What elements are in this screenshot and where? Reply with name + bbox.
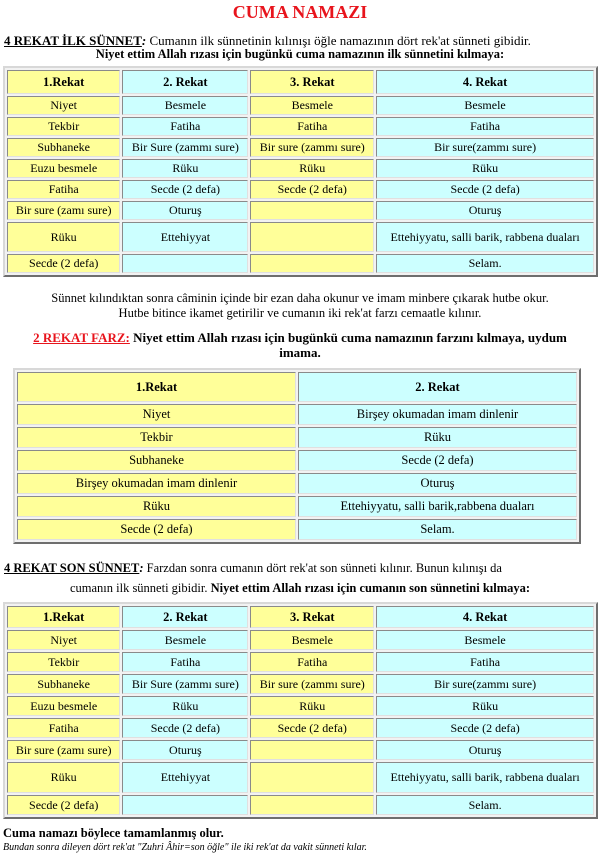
header-cell: 4. Rekat <box>376 606 594 628</box>
table-row <box>7 718 594 738</box>
table-cell: Secde (2 defa) <box>122 180 248 199</box>
hutbe-paragraph <box>0 291 600 321</box>
table-cell: Rüku <box>376 696 594 716</box>
table-cell: Bir sure(zammı sure) <box>376 138 594 157</box>
table-cell <box>250 740 374 760</box>
table-cell: Rüku <box>298 427 577 448</box>
table-cell: Bir sure (zamı sure) <box>7 201 120 220</box>
header-cell: 1.Rekat <box>17 372 296 402</box>
table-cell: Secde (2 defa) <box>250 180 374 199</box>
closing-note: Bundan sonra dileyen dört rek'at "Zuhri Âhir=son öğle" ile iki rek'at da vakit sünneti kılar. <box>3 842 367 853</box>
table-cell: Bir sure (zammı sure) <box>250 138 374 157</box>
table-cell: Birşey okumadan imam dinlenir <box>17 473 296 494</box>
table-row <box>17 450 577 471</box>
table-cell: Oturuş <box>376 740 594 760</box>
table-cell: Niyet <box>7 630 120 650</box>
table-header-row <box>7 70 594 94</box>
table-cell: Fatiha <box>7 180 120 199</box>
table-cell: Fatiha <box>376 117 594 136</box>
section2-niyet: Niyet ettim Allah rızası için bugünkü cuma namazının farzını kılmaya, uydum imama. <box>129 330 567 360</box>
table-row <box>17 473 577 494</box>
section1-heading: 4 REKAT İLK SÜNNET <box>4 33 142 48</box>
table-cell <box>250 795 374 815</box>
table-cell: Secde (2 defa) <box>298 450 577 471</box>
table-cell: Bir sure(zammı sure) <box>376 674 594 694</box>
table-cell: Besmele <box>122 96 248 115</box>
table-cell: Rüku <box>250 696 374 716</box>
page-title: CUMA NAMAZI <box>232 2 368 22</box>
table-cell: Besmele <box>376 96 594 115</box>
table-cell: Secde (2 defa) <box>376 718 594 738</box>
table-cell <box>250 201 374 220</box>
table-cell: Ettehiyyat <box>122 222 248 252</box>
ilk-sunnet-table <box>3 66 598 277</box>
table-cell: Subhaneke <box>17 450 296 471</box>
closing-text: Cuma namazı böylece tamamlanmış olur. <box>3 826 224 840</box>
section3-colon: : <box>139 561 144 575</box>
table-cell: Rüku <box>376 159 594 178</box>
table-cell: Tekbir <box>7 652 120 672</box>
table-cell: Selam. <box>376 795 594 815</box>
table-cell: Niyet <box>17 404 296 425</box>
table-cell: Rüku <box>7 222 120 252</box>
table-row <box>7 762 594 793</box>
header-cell: 2. Rekat <box>122 606 248 628</box>
hutbe-line-1: Sünnet kılındıktan sonra câminin içinde bir ezan daha okunur ve imam minbere çıkarak hutbe okur. <box>51 291 549 305</box>
table-cell <box>122 254 248 273</box>
table-cell: Ettehiyyatu, salli barik, rabbena duaları <box>376 762 594 793</box>
table-cell: Rüku <box>122 159 248 178</box>
table-cell: Oturuş <box>122 201 248 220</box>
table-cell: Bir sure (zammı sure) <box>250 674 374 694</box>
table-cell: Besmele <box>250 630 374 650</box>
table-cell: Oturuş <box>376 201 594 220</box>
table-cell: Ettehiyyat <box>122 762 248 793</box>
table-cell: Rüku <box>17 496 296 517</box>
table-row <box>7 740 594 760</box>
table-row <box>7 795 594 815</box>
table-row <box>17 427 577 448</box>
table-cell: Rüku <box>122 696 248 716</box>
table-cell <box>122 795 248 815</box>
header-cell: 4. Rekat <box>376 70 594 94</box>
table-cell <box>250 762 374 793</box>
table-cell: Rüku <box>7 762 120 793</box>
table-cell: Besmele <box>376 630 594 650</box>
section1-text: Cumanın ilk sünnetinin kılınışı öğle namazının dört rek'at sünneti gibidir. <box>146 33 531 48</box>
table-cell: Niyet <box>7 96 120 115</box>
son-sunnet-table <box>3 602 598 819</box>
header-cell: 3. Rekat <box>250 606 374 628</box>
table-row <box>17 404 577 425</box>
section2-intro <box>20 330 580 360</box>
section1-niyet: Niyet ettim Allah rızası için bugünkü cuma namazının ilk sünnetini kılmaya: <box>95 47 505 61</box>
hutbe-line-2: Hutbe bitince ikamet getirilir ve cumanın iki rek'at farzı cemaatle kılınır. <box>118 306 482 320</box>
table-cell: Secde (2 defa) <box>7 795 120 815</box>
table-cell: Fatiha <box>122 652 248 672</box>
table-cell: Secde (2 defa) <box>376 180 594 199</box>
table-cell: Tekbir <box>17 427 296 448</box>
table-cell: Fatiha <box>7 718 120 738</box>
table-row <box>7 696 594 716</box>
table-header-row <box>7 606 594 628</box>
table-cell: Secde (2 defa) <box>7 254 120 273</box>
table-cell: Euzu besmele <box>7 159 120 178</box>
table-cell: Subhaneke <box>7 674 120 694</box>
table-cell: Secde (2 defa) <box>122 718 248 738</box>
table-row <box>7 117 594 136</box>
table-cell: Fatiha <box>250 117 374 136</box>
table-cell: Bir Sure (zammı sure) <box>122 674 248 694</box>
table-cell: Subhaneke <box>7 138 120 157</box>
table-cell: Selam. <box>298 519 577 540</box>
table-cell: Tekbir <box>7 117 120 136</box>
header-cell: 1.Rekat <box>7 70 120 94</box>
table-row <box>7 96 594 115</box>
table-cell: Besmele <box>122 630 248 650</box>
table-row <box>7 138 594 157</box>
table-row <box>7 180 594 199</box>
table-header-row <box>17 372 577 402</box>
section2-heading: 2 REKAT FARZ: <box>33 330 130 345</box>
header-cell: 1.Rekat <box>7 606 120 628</box>
table-cell: Fatiha <box>250 652 374 672</box>
table-row <box>7 254 594 273</box>
table-cell: Oturuş <box>122 740 248 760</box>
table-cell <box>250 222 374 252</box>
table-cell: Bir Sure (zammı sure) <box>122 138 248 157</box>
table-row <box>7 652 594 672</box>
table-row <box>17 519 577 540</box>
section1-colon: : <box>141 33 147 48</box>
table-row <box>7 630 594 650</box>
farz-table <box>13 368 581 544</box>
table-cell: Besmele <box>250 96 374 115</box>
table-row <box>17 496 577 517</box>
table-cell: Birşey okumadan imam dinlenir <box>298 404 577 425</box>
table-cell <box>250 254 374 273</box>
table-cell: Fatiha <box>122 117 248 136</box>
section3-text: Farzdan sonra cumanın dört rek'at son sünneti kılınır. Bunun kılınışı da <box>143 561 502 575</box>
table-row <box>7 674 594 694</box>
section3-niyet: Niyet ettim Allah rızası için cumanın son sünnetini kılmaya: <box>210 581 531 595</box>
table-cell: Fatiha <box>376 652 594 672</box>
header-cell: 2. Rekat <box>298 372 577 402</box>
table-row <box>7 159 594 178</box>
section3-text-2: cumanın ilk sünneti gibidir. <box>69 581 211 595</box>
table-cell: Secde (2 defa) <box>17 519 296 540</box>
table-cell: Selam. <box>376 254 594 273</box>
table-cell: Oturuş <box>298 473 577 494</box>
table-cell: Rüku <box>250 159 374 178</box>
section3-heading: 4 REKAT SON SÜNNET <box>4 561 140 575</box>
table-cell: Euzu besmele <box>7 696 120 716</box>
table-cell: Ettehiyyatu, salli barik,rabbena duaları <box>298 496 577 517</box>
table-row <box>7 201 594 220</box>
header-cell: 3. Rekat <box>250 70 374 94</box>
table-row <box>7 222 594 252</box>
table-cell: Bir sure (zamı sure) <box>7 740 120 760</box>
table-cell: Ettehiyyatu, salli barik, rabbena duaları <box>376 222 594 252</box>
section3-intro-2 <box>0 581 600 596</box>
section3-intro <box>4 561 600 576</box>
header-cell: 2. Rekat <box>122 70 248 94</box>
table-cell: Secde (2 defa) <box>250 718 374 738</box>
